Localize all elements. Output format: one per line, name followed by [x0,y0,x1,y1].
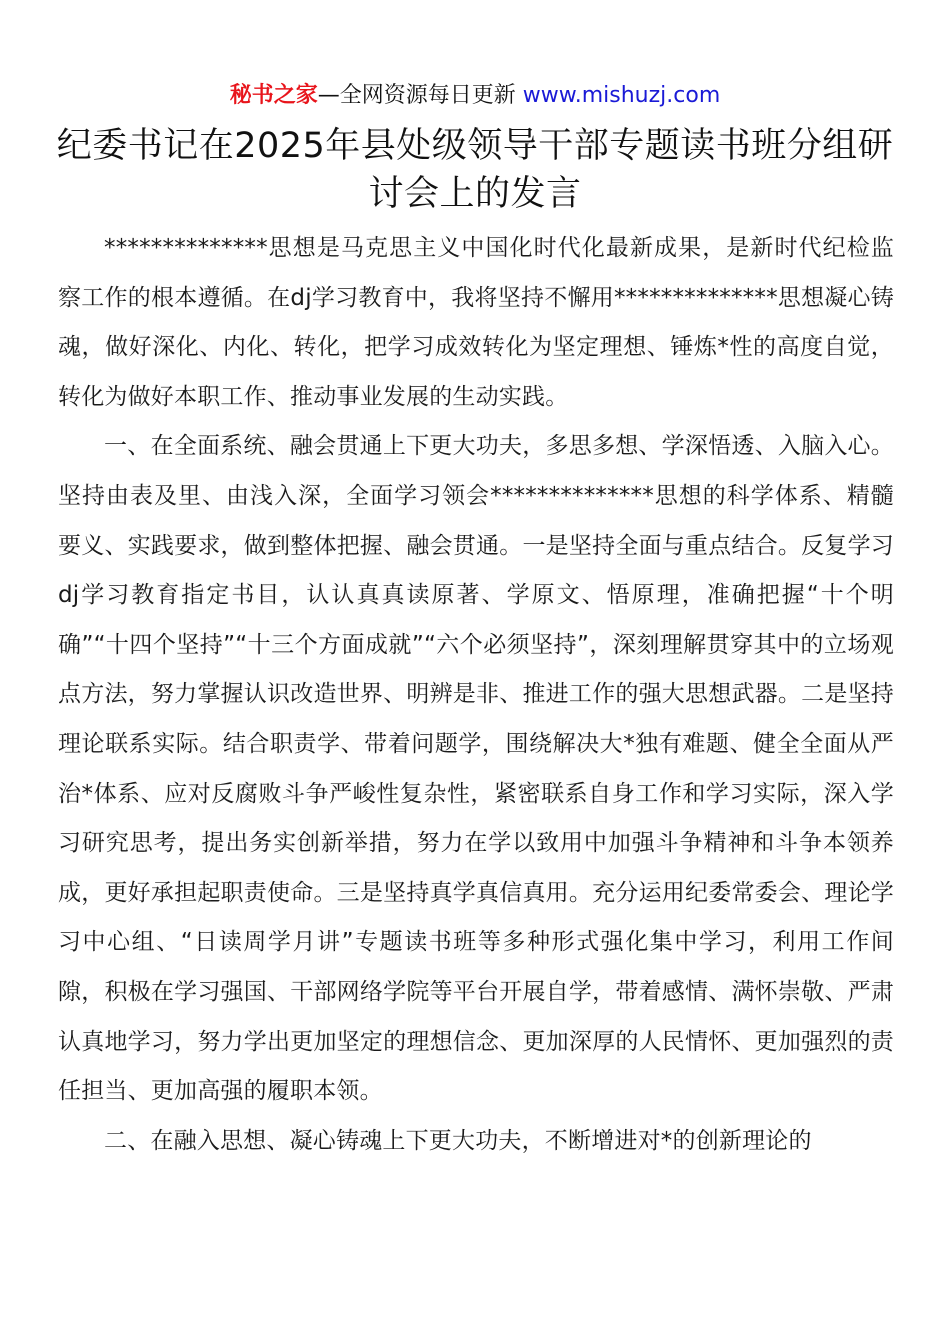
paragraph-section-one: 一、在全面系统、融会贯通上下更大功夫，多思多想、学深悟透、入脑入心。坚持由表及里、由浅入深，全面学习领会**************思想的科学体系、精髓要义、实践要求，做到整体把握、融会贯通。一是坚持全面与重点结合。反复学习dj学习教育指定书目，认认真真读原著、学原文、悟原理，准确把握“十个明确”“十四个坚持”“十三个方面成就”“六个必须坚持”，深刻理解贯穿其中的立场观点方法，努力掌握认识改造世界、明辨是非、推进工作的强大思想武器。二是坚持理论联系实际。结合职责学、带着问题学，围绕解决大*独有难题、健全全面从严治*体系、应对反腐败斗争严峻性复杂性，紧密联系自身工作和学习实际，深入学习研究思考，提出务实创新举措，努力在学以致用中加强斗争精神和斗争本领养成，更好承担起职责使命。三是坚持真学真信真用。充分运用纪委常委会、理论学习中心组、“日读周学月讲”专题读书班等多种形式强化集中学习，利用工作间隙，积极在学习强国、干部网络学院等平台开展自学，带着感情、满怀崇敬、严肃认真地学习，努力学出更加坚定的理想信念、更加深厚的人民情怀、更加强烈的责任担当、更加高强的履职本领。 [58,433,894,1105]
paragraph-intro: **************思想是马克思主义中国化时代化最新成果，是新时代纪检监察工作的根本遵循。在dj学习教育中，我将坚持不懈用**************思想凝心铸魂，做好深化、内化、转化，把学习成效转化为坚定理想、锤炼*性的高度自觉，转化为做好本职工作、推动事业发展的生动实践。 [58,235,894,410]
site-header [0,80,950,112]
site-url-link[interactable]: www.mishuzj.com [522,83,721,108]
site-tagline: —全网资源每日更新 [317,83,516,108]
paragraph-section-two: 二、在融入思想、凝心铸魂上下更大功夫，不断增进对*的创新理论的 [104,1127,812,1154]
document-body [58,224,894,1166]
document-title: 纪委书记在2025年县处级领导干部专题读书班分组研讨会上的发言 [56,126,894,214]
site-brand: 秘书之家 [229,83,318,108]
